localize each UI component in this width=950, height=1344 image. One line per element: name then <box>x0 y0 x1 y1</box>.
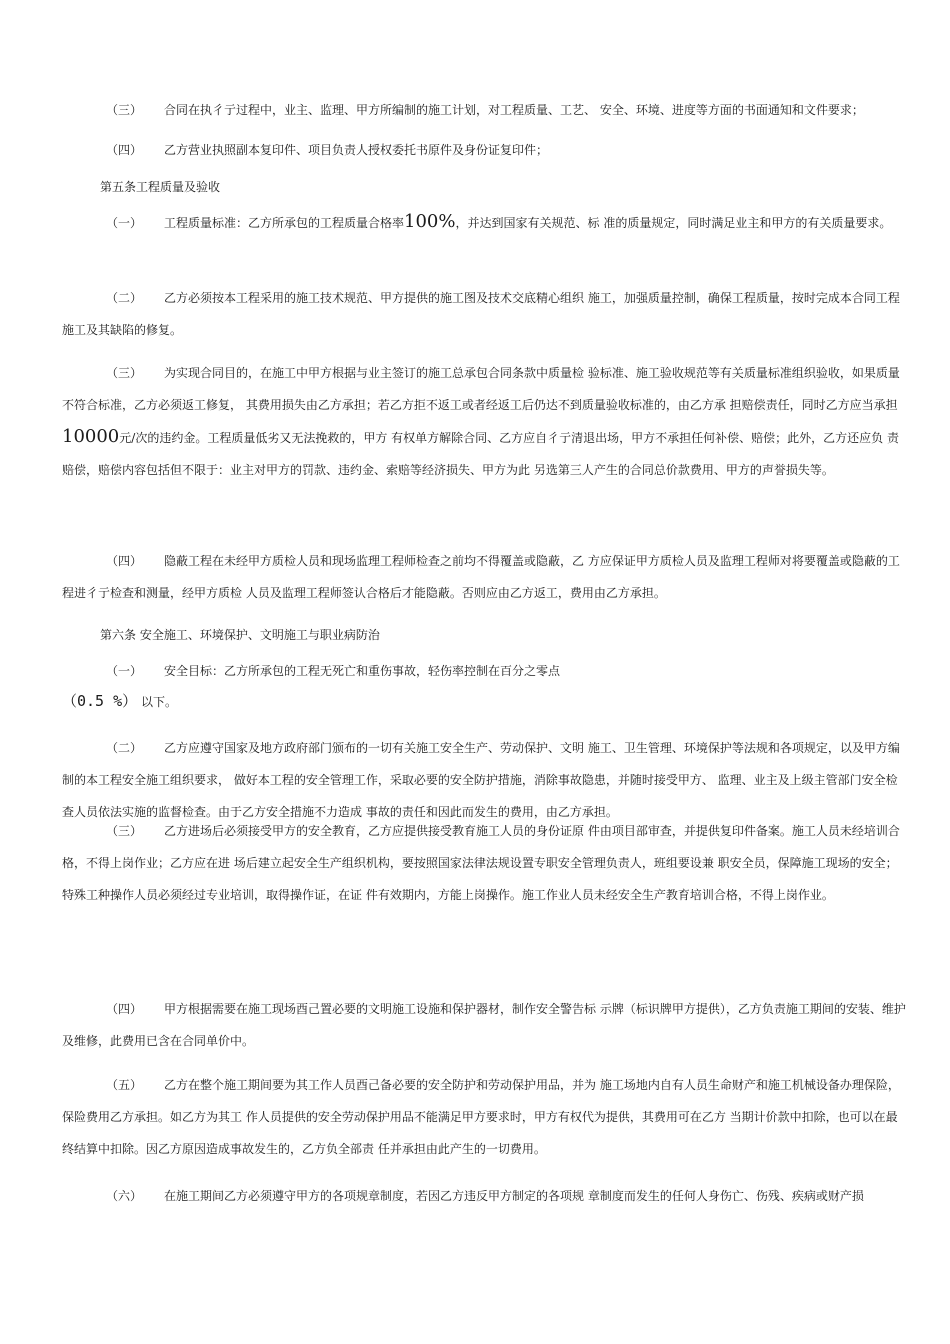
item-number: （四） <box>106 143 143 157</box>
item-text-cont: 次的违约金。工程质量低劣又无法挽救的，甲方 有权单方解除合同、乙方应自彳亍清退出场，甲方不承担任何补偿、赔偿；此外，乙方还应负 责赔偿，赔偿内容包括但不限于：业主对甲方的罚款、违约金、索赔等经济损失、甲方为此 另选第三人产生的合同总价款费用、甲方的声誉损失等。 <box>62 431 899 477</box>
clause-6-item-6 <box>62 1180 908 1212</box>
item-text: 乙方应遵守国家及地方政府部门颁布的一切有关施工安全生产、劳动保护、文明 施工、卫生管理、环境保护等法规和各项规定，以及甲方编制的本工程安全施工组织要求， 做好本工程的安全管理工作，采取必要的安全防护措施，消除事故隐患，并随时接受甲方、 监理、业主及上级主管部门安全检查人员依法实施的监督检查。由于乙方安全措施不力造成 事故的责任和因此而发生的费用，由乙方承担。 <box>62 741 900 819</box>
clause-6-item-1 <box>62 656 908 717</box>
clause-4-item-3 <box>62 94 908 126</box>
item-text-cont: ，并达到国家有关规范、标 准的质量规定，同时满足业主和甲方的有关质量要求。 <box>455 216 892 230</box>
item-number: （三） <box>106 366 143 380</box>
item-number: （三） <box>106 103 143 117</box>
item-number: （四） <box>106 1002 143 1016</box>
item-text: 乙方进场后必须接受甲方的安全教育，乙方应提供接受教育施工人员的身份证原 件由项目部审查，并提供复印件备案。施工人员未经培训合格，不得上岗作业；乙方应在进 场后建立起安全生产组织机构，要按照国家法律法规设置专职安全管理负责人，班组要设兼 职安全员，保障施工现场的安全；特殊工种操作人员必须经过专业培训，取得操作证，在证 件有效期内，方能上岗操作。施工作业人员未经安全生产教育培训合格，不得上岗作业。 <box>62 824 900 902</box>
item-text: 安全目标：乙方所承包的工程无死亡和重伤事故，轻伤率控制在百分之零点 <box>164 664 561 678</box>
clause-6-item-4 <box>62 993 908 1057</box>
item-number: （五） <box>106 1078 143 1092</box>
item-number: （二） <box>106 291 143 305</box>
item-number: （四） <box>106 554 143 568</box>
item-text: 乙方在整个施工期间要为其工作人员酉己备必要的安全防护和劳动保护用品，并为 施工场地内自有人员生命财产和施工机械设备办理保险，保险费用乙方承担。如乙方为其工 作人员提供的安全劳动保护用品不能满足甲方要求时，甲方有权代为提供，其费用可在乙方 当期计价款中扣除，也可以在最终结算中扣除。因乙方原因造成事故发生的，乙方负全部责 任并承担由此产生的一切费用。 <box>62 1078 900 1156</box>
injury-rate-value: （0.5 %） <box>62 692 138 710</box>
penalty-amount: 10000 <box>62 426 120 447</box>
item-number: （一） <box>106 216 143 230</box>
pass-rate-value: 100% <box>404 211 456 232</box>
item-text: 为实现合同目的，在施工中甲方根据与业主签订的施工总承包合同条款中质量检 验标准、施工验收规范等有关质量标准组织验收，如果质量不符合标准，乙方必须返工修复， 其费用损失由乙方承担；若乙方拒不返工或者经返工后仍达不到质量验收标准的，由乙方承 担赔偿责任，同时乙方应当承担 <box>62 366 900 412</box>
item-text: 在施工期间乙方必须遵守甲方的各项规章制度，若因乙方违反甲方制定的各项规 章制度而发生的任何人身伤亡、伤残、疾病或财产损 <box>164 1189 864 1203</box>
item-number: （二） <box>106 741 143 755</box>
clause-4-item-4 <box>62 134 908 166</box>
clause-5-item-2 <box>62 282 908 346</box>
clause-5-heading: 第五条工程质量及验收 <box>100 180 221 194</box>
clause-6-item-3 <box>62 815 908 911</box>
item-text: 工程质量标准：乙方所承包的工程质量合格率 <box>164 216 405 230</box>
item-text: 甲方根据需要在施工现场酉己置必要的文明施工设施和保护器材，制作安全警告标 示牌（标识牌甲方提供），乙方负责施工期间的安装、维护及维修，此费用已含在合同单价中。 <box>62 1002 906 1048</box>
item-text: 乙方营业执照副本复印件、项目负责人授权委托书原件及身份证复印件； <box>164 143 549 157</box>
item-number: （三） <box>106 824 143 838</box>
clause-6-heading: 第六条 安全施工、环境保护、文明施工与职业病防治 <box>100 628 380 642</box>
penalty-unit: 元/ <box>119 431 136 445</box>
clause-6-item-5 <box>62 1069 908 1165</box>
item-number: （一） <box>106 664 143 678</box>
clause-6-item-2 <box>62 732 908 828</box>
item-text: 乙方必须按本工程采用的施工技术规范、甲方提供的施工图及技术交底精心组织 施工，加强质量控制，确保工程质量，按时完成本合同工程施工及其缺陷的修复。 <box>62 291 900 337</box>
clause-5-item-4 <box>62 545 908 609</box>
item-text: 合同在执彳亍过程中，业主、监理、甲方所编制的施工计划，对工程质量、工艺、 安全、环境、进度等方面的书面通知和文件要求； <box>164 103 864 117</box>
clause-5-item-3 <box>62 357 908 486</box>
clause-5-item-1 <box>62 206 908 239</box>
item-text: 隐蔽工程在未经甲方质检人员和现场监理工程师检查之前均不得覆盖或隐蔽，乙 方应保证甲方质检人员及监理工程师对将要覆盖或隐蔽的工程进彳亍检查和测量，经甲方质检 人员及监理工程师签认合格后才能隐蔽。否则应由乙方返工，费用由乙方承担。 <box>62 554 900 600</box>
item-text-tail: 以下。 <box>140 695 177 709</box>
item-number: （六） <box>106 1189 143 1203</box>
